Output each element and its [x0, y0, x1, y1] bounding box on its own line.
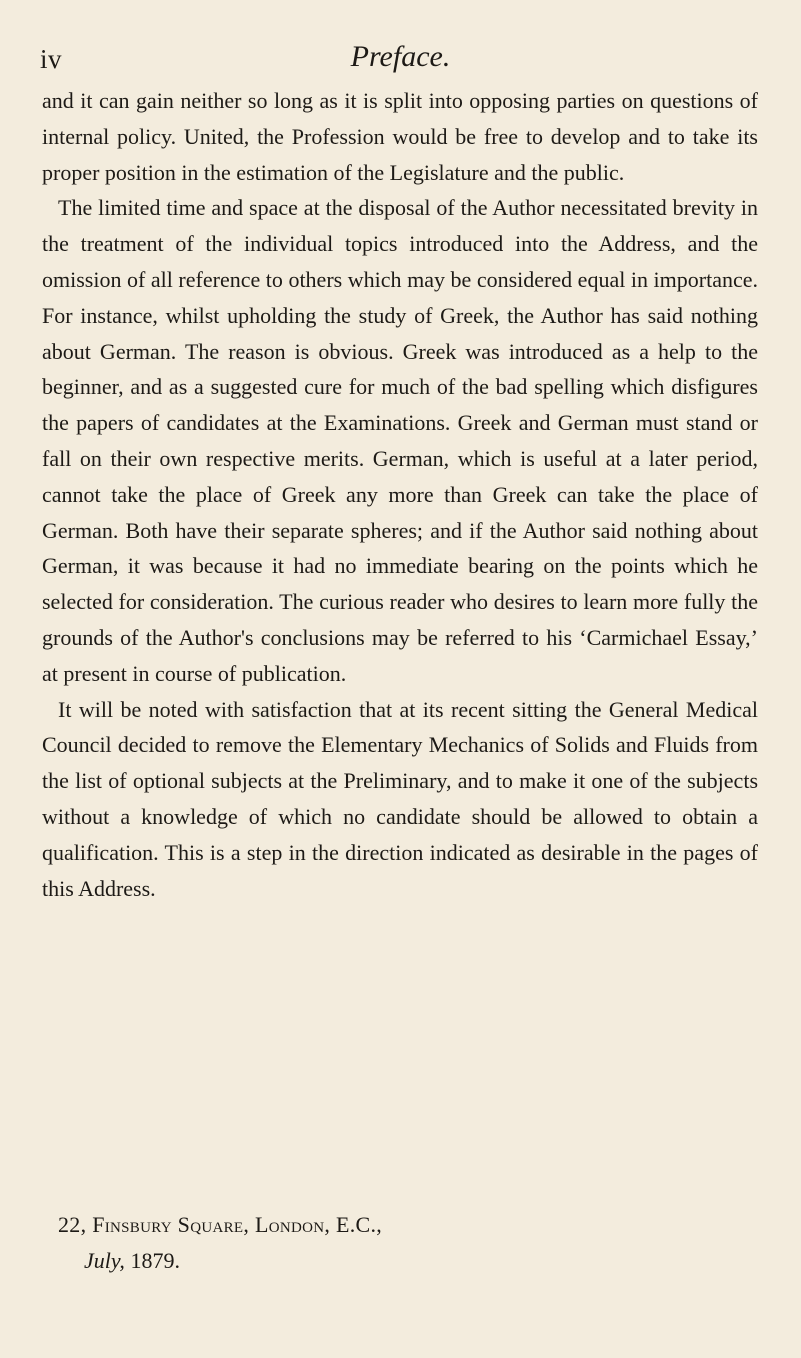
- signature-address: 22, Finsbury Square, London, E.C.,: [58, 1212, 383, 1237]
- running-title: Preface.: [350, 40, 451, 73]
- running-head: [40, 38, 761, 78]
- paragraph-brevity: The limited time and space at the disposal of the Author necessitated brevity in the treatment of the individual topics introduced into the Address, and the omission of all reference to others which may be considered equal in importance. For instance, whilst upholding the study of Greek, the Author has said nothing about German. The reason is obvious. Greek was introduced as a help to the beginner, and as a suggested cure for much of the bad spelling which disfigures the papers of candidates at the Examinations. Greek and German must stand or fall on their own respective merits. German, which is useful at a later period, cannot take the place of Greek any more than Greek can take the place of German. Both have their separate spheres; and if the Author said nothing about German, it was because it had no immediate bearing on the points which he selected for consideration. The curious reader who desires to learn more fully the grounds of the Author's conclusions may be referred to his ‘Carmichael Essay,’ at present in course of publication.: [42, 195, 758, 686]
- preface-body: [42, 83, 758, 906]
- page-number: iv: [40, 44, 63, 74]
- paragraph-continuation: and it can gain neither so long as it is split into opposing parties on questions of internal policy. United, the Profession would be free to develop and to take its proper position in the estimation of the Legislature and the public.: [42, 88, 758, 185]
- signature-month: July,: [84, 1247, 125, 1273]
- signature-year: 1879.: [130, 1247, 180, 1273]
- signature-block: [42, 1207, 758, 1279]
- signature-date: [42, 1243, 758, 1279]
- paragraph-medical-council: It will be noted with satisfaction that at its recent sitting the General Medical Council decided to remove the Elementary Mechanics of Solids and Fluids from the list of optional subjects at the Preliminary, and to make it one of the subjects without a knowledge of which no candidate should be allowed to obtain a qualification. This is a step in the direction indicated as desirable in the pages of this Address.: [42, 696, 758, 901]
